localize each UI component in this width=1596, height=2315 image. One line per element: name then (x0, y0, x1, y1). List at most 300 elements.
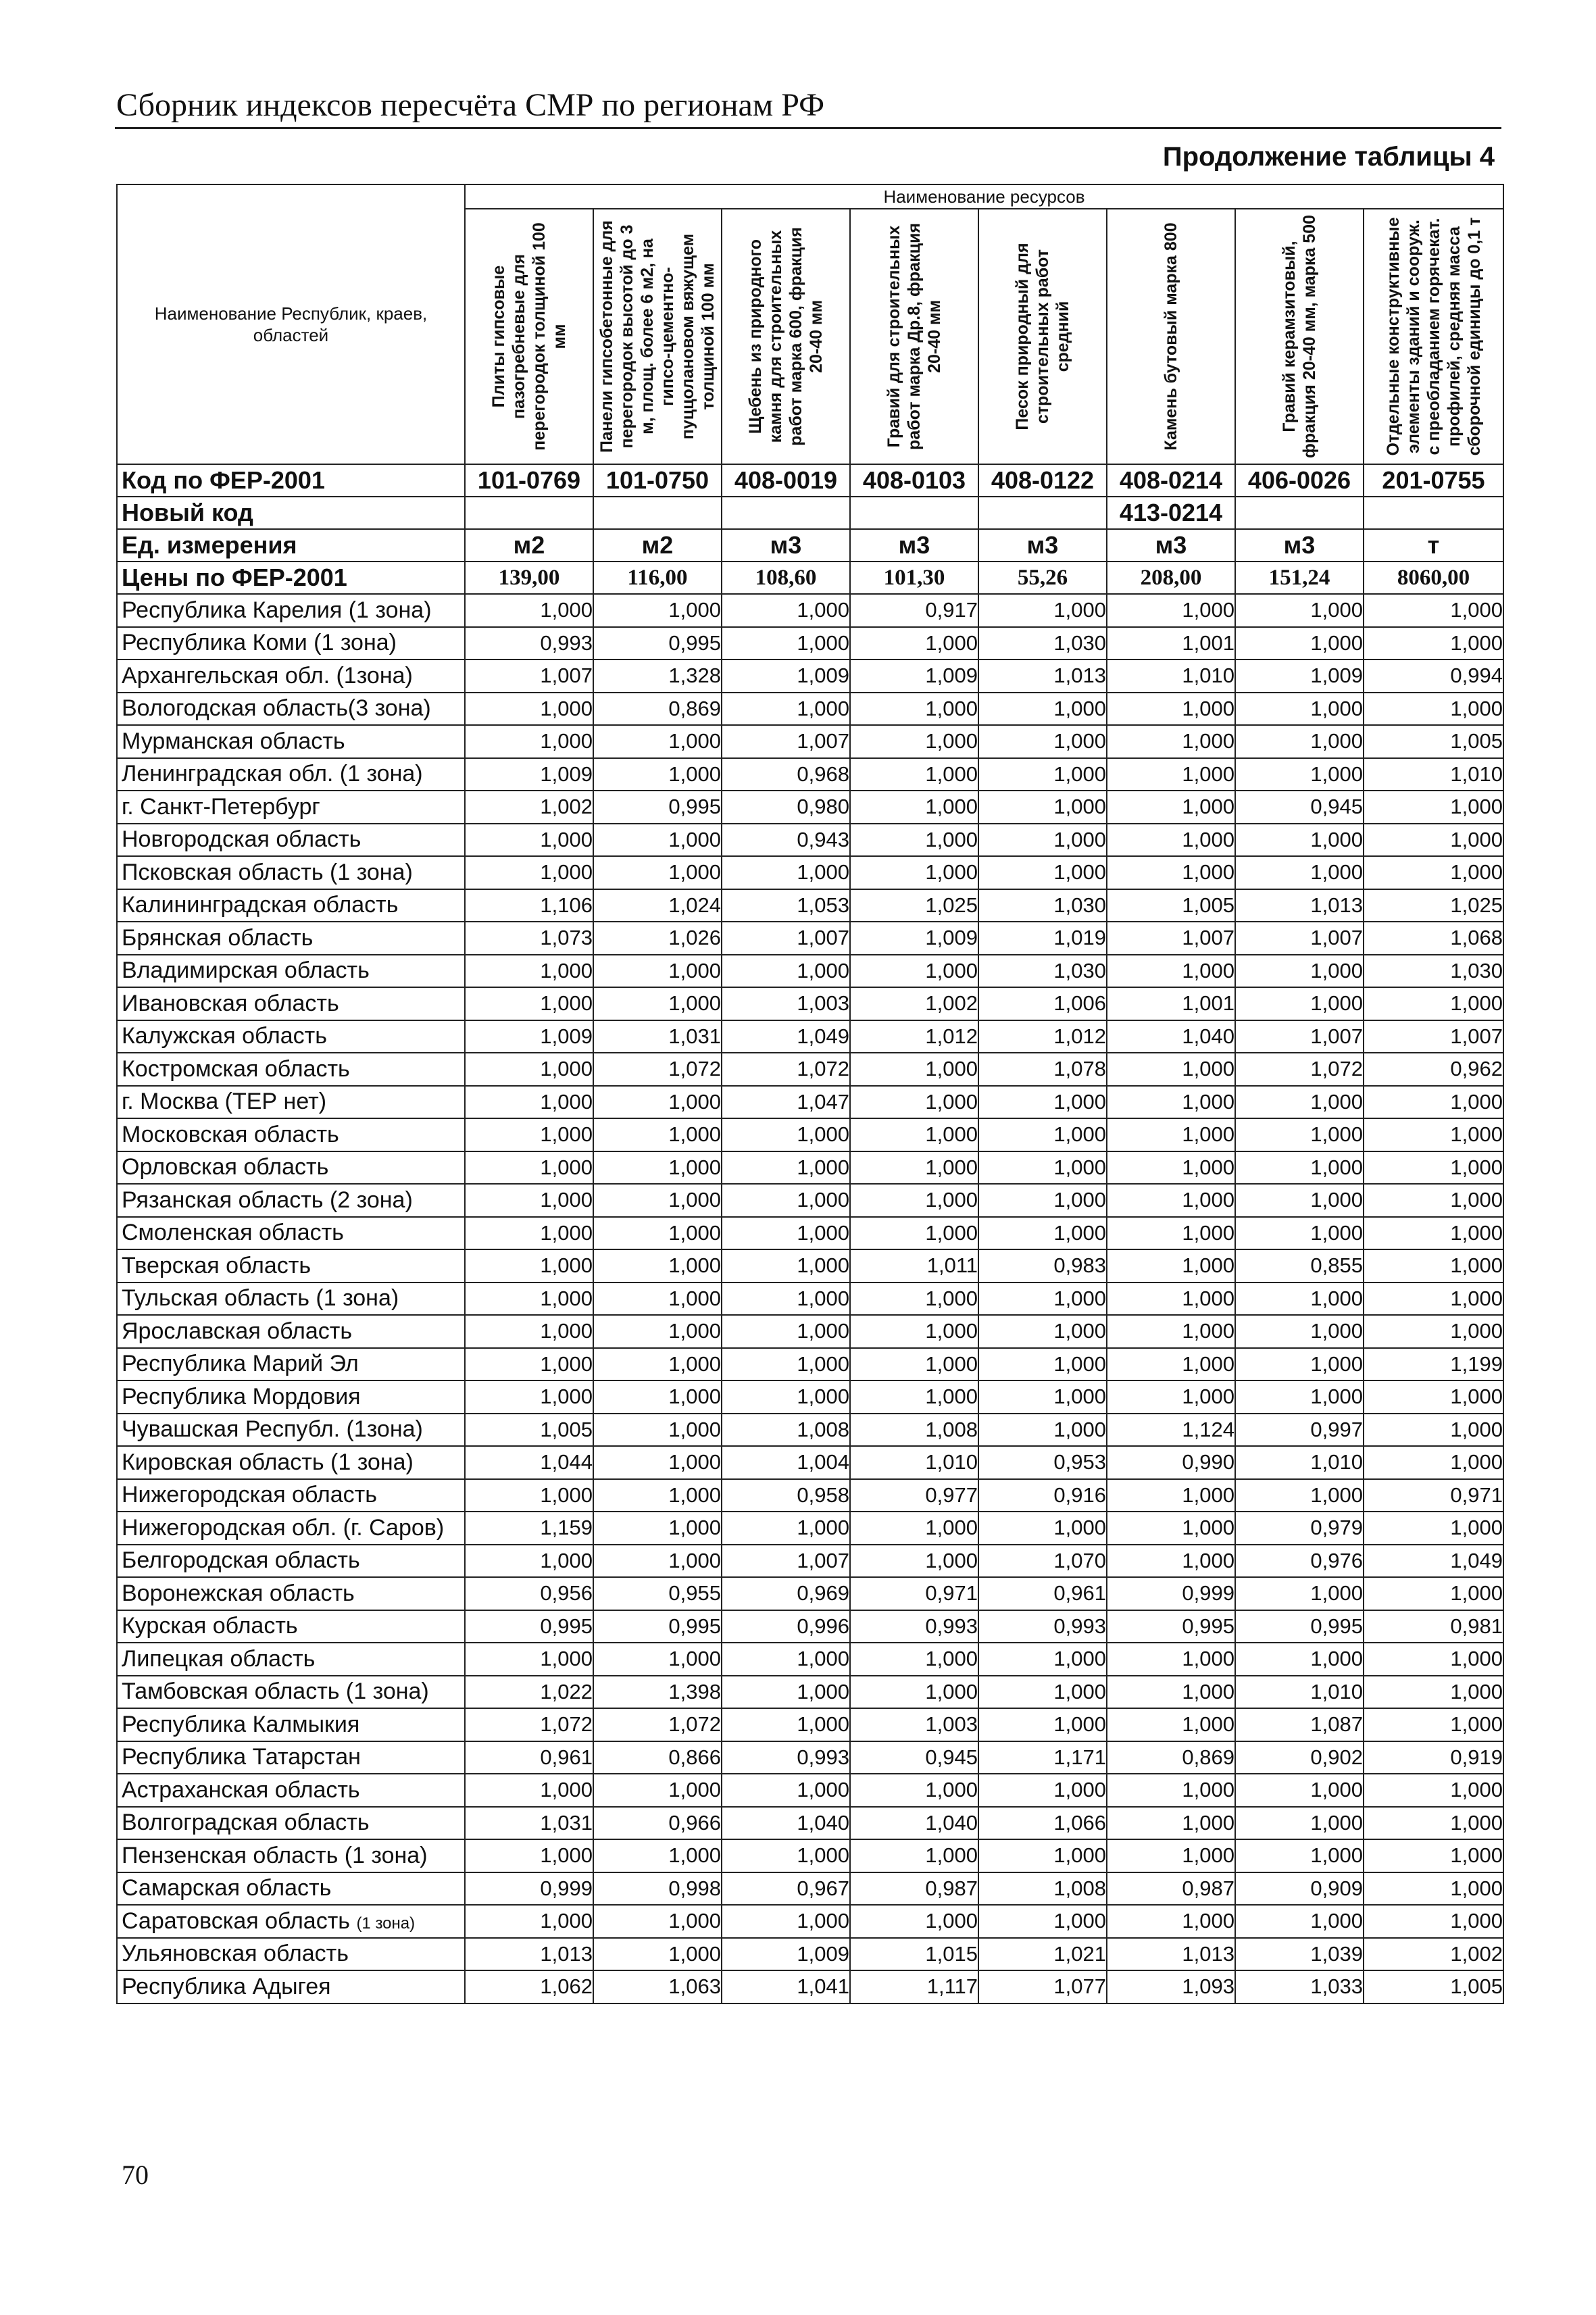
value-cell: 1,000 (1235, 1151, 1364, 1185)
value-cell: 1,000 (1235, 627, 1364, 660)
resource-column-header (1364, 209, 1503, 464)
value-cell: 55,26 (978, 562, 1107, 594)
value-cell: 1,000 (1364, 693, 1503, 726)
value-cell: 1,000 (1235, 1839, 1364, 1872)
value-cell: 1,000 (978, 1348, 1107, 1381)
value-cell: 1,000 (850, 1151, 978, 1185)
resource-column-label: Камень бутовый марка 800 (1162, 222, 1180, 451)
value-cell: 1,000 (850, 856, 978, 889)
value-cell: 0,943 (722, 824, 850, 857)
row-label: г. Санкт-Петербург (117, 791, 465, 824)
value-cell: 0,981 (1364, 1610, 1503, 1643)
value-cell: 0,953 (978, 1446, 1107, 1479)
value-cell: 108,60 (722, 562, 850, 594)
value-cell: 0,967 (722, 1872, 850, 1906)
value-cell: 1,044 (465, 1446, 593, 1479)
value-cell: 1,000 (722, 1118, 850, 1151)
value-cell: 1,007 (1107, 922, 1235, 955)
value-cell: 1,000 (850, 1545, 978, 1578)
resource-column-label: Щебень из природного камня для строительных работ марка 600, фракция 20-40 мм (746, 227, 826, 446)
value-cell: 0,990 (1107, 1446, 1235, 1479)
region-row (117, 1938, 1503, 1971)
value-cell: 1,000 (1107, 1512, 1235, 1545)
value-cell: 0,917 (850, 594, 978, 627)
value-cell: 1,000 (722, 1643, 850, 1676)
value-cell: 1,000 (978, 725, 1107, 758)
value-cell: 1,000 (1235, 1774, 1364, 1807)
row-label: Вологодская область(3 зона) (117, 693, 465, 726)
value-cell: 1,000 (593, 1118, 722, 1151)
value-cell: 1,106 (465, 889, 593, 922)
value-cell: 1,000 (722, 1151, 850, 1185)
meta-row (117, 464, 1503, 497)
value-cell: м2 (593, 529, 722, 562)
value-cell: 0,987 (1107, 1872, 1235, 1906)
value-cell: 0,969 (722, 1577, 850, 1610)
region-row (117, 1643, 1503, 1676)
value-cell: 0,993 (978, 1610, 1107, 1643)
value-cell: 0,977 (850, 1479, 978, 1512)
value-cell: 0,869 (593, 693, 722, 726)
value-cell: 1,008 (978, 1872, 1107, 1906)
value-cell: 1,000 (1107, 1905, 1235, 1938)
row-label: Республика Татарстан (117, 1741, 465, 1774)
value-cell: 1,009 (465, 758, 593, 791)
region-row (117, 824, 1503, 857)
value-cell: 1,328 (593, 659, 722, 693)
value-cell: 1,072 (593, 1053, 722, 1086)
value-cell: 1,004 (722, 1446, 850, 1479)
value-cell: 408-0103 (850, 464, 978, 497)
value-cell: 1,000 (593, 1479, 722, 1512)
value-cell: 1,000 (722, 1315, 850, 1348)
value-cell: 1,000 (850, 1774, 978, 1807)
value-cell: 1,000 (465, 1348, 593, 1381)
value-cell: 1,000 (1107, 1249, 1235, 1283)
region-row (117, 1905, 1503, 1938)
resource-column-label: Панели гипсобетонные для перегородок высотой до 3 м, площ. более 6 м2, на гипсо-цементно-пуццолановом вяжущем толщиной 100 мм (597, 220, 718, 453)
value-cell: 1,000 (1235, 955, 1364, 988)
value-cell: 1,063 (593, 1970, 722, 2003)
value-cell: 1,000 (1364, 1414, 1503, 1447)
value-cell: 1,000 (593, 1905, 722, 1938)
row-label: Калининградская область (117, 889, 465, 922)
value-cell: 1,072 (1235, 1053, 1364, 1086)
value-cell: 1,002 (1364, 1938, 1503, 1971)
value-cell: 1,040 (850, 1807, 978, 1840)
value-cell: 116,00 (593, 562, 722, 594)
value-cell: 1,087 (1235, 1708, 1364, 1741)
value-cell: 1,000 (1107, 856, 1235, 889)
value-cell: 1,078 (978, 1053, 1107, 1086)
value-cell: 1,000 (1107, 1348, 1235, 1381)
value-cell: 0,919 (1364, 1741, 1503, 1774)
value-cell: 0,995 (1107, 1610, 1235, 1643)
value-cell: т (1364, 529, 1503, 562)
region-row (117, 889, 1503, 922)
value-cell: 408-0019 (722, 464, 850, 497)
value-cell: 1,000 (593, 1512, 722, 1545)
value-cell: 1,000 (1107, 1283, 1235, 1316)
value-cell: 0,909 (1235, 1872, 1364, 1906)
value-cell: 1,012 (978, 1020, 1107, 1053)
row-label: Тульская область (1 зона) (117, 1283, 465, 1316)
value-cell: 1,000 (1235, 1905, 1364, 1938)
value-cell: 1,007 (465, 659, 593, 693)
resource-column-header (1235, 209, 1364, 464)
value-cell: 0,979 (1235, 1512, 1364, 1545)
value-cell: 1,002 (850, 987, 978, 1020)
value-cell: 1,000 (722, 627, 850, 660)
value-cell: 1,117 (850, 1970, 978, 2003)
value-cell: м3 (850, 529, 978, 562)
value-cell: 0,995 (593, 791, 722, 824)
value-cell: 1,000 (1107, 1086, 1235, 1119)
value-cell: 1,000 (722, 1249, 850, 1283)
value-cell: 1,062 (465, 1970, 593, 2003)
row-label: Республика Адыгея (117, 1970, 465, 2003)
value-cell: 1,000 (722, 1676, 850, 1709)
value-cell: 0,945 (850, 1741, 978, 1774)
value-cell: 208,00 (1107, 562, 1235, 594)
value-cell: 1,009 (465, 1020, 593, 1053)
value-cell: 201-0755 (1364, 464, 1503, 497)
value-cell: 1,000 (1235, 1184, 1364, 1217)
region-row (117, 955, 1503, 988)
value-cell: 1,000 (593, 1315, 722, 1348)
resource-column-label: Плиты гипсовые пазогребневые для перегородок толщиной 100 мм (489, 222, 569, 451)
meta-row (117, 497, 1503, 529)
resource-column-header (593, 209, 722, 464)
value-cell: 1,000 (1235, 1086, 1364, 1119)
value-cell: 1,000 (722, 1905, 850, 1938)
value-cell: 8060,00 (1364, 562, 1503, 594)
value-cell: 1,000 (1107, 791, 1235, 824)
value-cell (593, 497, 722, 529)
value-cell: 1,000 (593, 1217, 722, 1250)
value-cell: 1,000 (465, 1053, 593, 1086)
value-cell: 1,049 (722, 1020, 850, 1053)
value-cell: 0,958 (722, 1479, 850, 1512)
value-cell: 1,011 (850, 1249, 978, 1283)
value-cell: 1,398 (593, 1676, 722, 1709)
row-label: Смоленская область (117, 1217, 465, 1250)
value-cell: 1,024 (593, 889, 722, 922)
value-cell: 1,039 (1235, 1938, 1364, 1971)
value-cell: 1,000 (1235, 725, 1364, 758)
region-row (117, 594, 1503, 627)
value-cell: 1,000 (978, 1184, 1107, 1217)
value-cell: 1,000 (722, 1774, 850, 1807)
value-cell: 1,000 (1107, 1839, 1235, 1872)
value-cell: 1,000 (850, 627, 978, 660)
value-cell: 1,000 (978, 594, 1107, 627)
value-cell: 1,000 (465, 1249, 593, 1283)
value-cell: 1,031 (465, 1807, 593, 1840)
region-column-header: Наименование Республик, краев, областей (117, 184, 465, 464)
value-cell: 1,171 (978, 1741, 1107, 1774)
row-label: Ульяновская область (117, 1938, 465, 1971)
row-label: Республика Карелия (1 зона) (117, 594, 465, 627)
value-cell: 1,000 (465, 1774, 593, 1807)
value-cell: 1,013 (978, 659, 1107, 693)
value-cell: 1,053 (722, 889, 850, 922)
value-cell: 0,971 (1364, 1479, 1503, 1512)
value-cell: 1,000 (465, 725, 593, 758)
value-cell: 1,000 (850, 824, 978, 857)
value-cell: 0,976 (1235, 1545, 1364, 1578)
region-row (117, 922, 1503, 955)
region-row (117, 1283, 1503, 1316)
value-cell: 1,007 (722, 1545, 850, 1578)
value-cell: 1,000 (593, 725, 722, 758)
row-label: Республика Марий Эл (117, 1348, 465, 1381)
value-cell: м2 (465, 529, 593, 562)
value-cell: 1,000 (850, 1905, 978, 1938)
regional-index-table (116, 184, 1504, 2004)
region-row (117, 627, 1503, 660)
value-cell: 1,000 (465, 1086, 593, 1119)
value-cell: 1,009 (722, 1938, 850, 1971)
value-cell: 1,000 (1364, 1446, 1503, 1479)
value-cell: 1,000 (593, 1414, 722, 1447)
value-cell: 1,000 (850, 1348, 978, 1381)
value-cell: 1,000 (978, 1643, 1107, 1676)
value-cell: 1,000 (1107, 725, 1235, 758)
row-label: Пензенская область (1 зона) (117, 1839, 465, 1872)
row-label: Ленинградская обл. (1 зона) (117, 758, 465, 791)
row-label: Курская область (117, 1610, 465, 1643)
value-cell: 1,007 (1364, 1020, 1503, 1053)
value-cell: 1,010 (1107, 659, 1235, 693)
value-cell: 1,000 (593, 1249, 722, 1283)
value-cell: 1,000 (1364, 1839, 1503, 1872)
value-cell: 1,000 (465, 824, 593, 857)
row-label: Тверская область (117, 1249, 465, 1283)
value-cell: м3 (722, 529, 850, 562)
value-cell: 1,000 (1235, 1315, 1364, 1348)
region-row (117, 1249, 1503, 1283)
value-cell: 1,000 (465, 1643, 593, 1676)
value-cell: 1,000 (1364, 1643, 1503, 1676)
row-label: Тамбовская область (1 зона) (117, 1676, 465, 1709)
value-cell: 101-0750 (593, 464, 722, 497)
value-cell: 0,993 (850, 1610, 978, 1643)
value-cell: 1,000 (593, 824, 722, 857)
value-cell: 406-0026 (1235, 464, 1364, 497)
value-cell: 1,009 (1235, 659, 1364, 693)
resource-column-header (1107, 209, 1235, 464)
row-label: Ярославская область (117, 1315, 465, 1348)
value-cell: 0,956 (465, 1577, 593, 1610)
value-cell: 1,000 (465, 693, 593, 726)
value-cell: 413-0214 (1107, 497, 1235, 529)
value-cell: 1,000 (978, 1774, 1107, 1807)
region-row (117, 1217, 1503, 1250)
value-cell: 1,000 (850, 1118, 978, 1151)
value-cell: 1,000 (465, 1283, 593, 1316)
value-cell: 1,019 (978, 922, 1107, 955)
resource-column-label: Гравий керамзитовый, фракция 20-40 мм, марка 500 (1280, 214, 1319, 458)
value-cell: 1,073 (465, 922, 593, 955)
value-cell: 0,962 (1364, 1053, 1503, 1086)
value-cell: 1,000 (850, 1512, 978, 1545)
table-continuation-title: Продолжение таблицы 4 (1162, 142, 1495, 172)
value-cell (1364, 497, 1503, 529)
value-cell: 0,996 (722, 1610, 850, 1643)
region-row (117, 1020, 1503, 1053)
value-cell: 1,007 (722, 725, 850, 758)
row-label (117, 1905, 465, 1938)
header-rule (115, 127, 1501, 129)
value-cell: 1,000 (1235, 1348, 1364, 1381)
region-row (117, 1741, 1503, 1774)
region-row (117, 659, 1503, 693)
resource-column-header (465, 209, 593, 464)
value-cell: 1,000 (1235, 1380, 1364, 1414)
value-cell: 1,009 (850, 659, 978, 693)
value-cell: 1,000 (1364, 627, 1503, 660)
row-label: Код по ФЕР-2001 (117, 464, 465, 497)
value-cell: 1,006 (978, 987, 1107, 1020)
value-cell: 1,000 (465, 1905, 593, 1938)
value-cell: 1,000 (1235, 1807, 1364, 1840)
value-cell: 1,000 (722, 1184, 850, 1217)
value-cell: 1,040 (1107, 1020, 1235, 1053)
value-cell: 1,025 (850, 889, 978, 922)
value-cell: 1,000 (1235, 1118, 1364, 1151)
value-cell: 1,000 (1107, 1184, 1235, 1217)
value-cell: 1,000 (1107, 1053, 1235, 1086)
region-row (117, 1577, 1503, 1610)
value-cell (850, 497, 978, 529)
value-cell: 1,000 (722, 693, 850, 726)
value-cell: 1,005 (465, 1414, 593, 1447)
value-cell: 1,000 (465, 1184, 593, 1217)
value-cell: 1,000 (593, 1380, 722, 1414)
value-cell: 0,987 (850, 1872, 978, 1906)
row-label: Рязанская область (2 зона) (117, 1184, 465, 1217)
value-cell: 1,000 (1107, 693, 1235, 726)
row-label: Цены по ФЕР-2001 (117, 562, 465, 594)
region-row (117, 1839, 1503, 1872)
value-cell: 1,000 (1235, 693, 1364, 726)
value-cell: 0,999 (1107, 1577, 1235, 1610)
region-row (117, 1807, 1503, 1840)
value-cell: 0,902 (1235, 1741, 1364, 1774)
value-cell: 1,000 (593, 1348, 722, 1381)
value-cell: 1,026 (593, 922, 722, 955)
value-cell: 1,000 (1235, 1217, 1364, 1250)
row-label: Ивановская область (117, 987, 465, 1020)
row-label: Костромская область (117, 1053, 465, 1086)
value-cell: 0,971 (850, 1577, 978, 1610)
value-cell: 408-0214 (1107, 464, 1235, 497)
region-row (117, 1479, 1503, 1512)
value-cell: 1,000 (850, 1676, 978, 1709)
region-row (117, 1970, 1503, 2003)
value-cell: 1,000 (978, 1151, 1107, 1185)
resource-column-header (850, 209, 978, 464)
region-row (117, 693, 1503, 726)
value-cell: 1,000 (1107, 1708, 1235, 1741)
meta-row (117, 529, 1503, 562)
value-cell: 1,000 (978, 856, 1107, 889)
value-cell: 0,993 (722, 1741, 850, 1774)
value-cell: 1,000 (1364, 856, 1503, 889)
value-cell: 1,009 (722, 659, 850, 693)
region-row (117, 1184, 1503, 1217)
value-cell: 1,000 (1364, 1676, 1503, 1709)
value-cell: 1,000 (1364, 1315, 1503, 1348)
value-cell: 1,000 (1364, 1184, 1503, 1217)
value-cell: 1,000 (465, 1380, 593, 1414)
value-cell: 1,093 (1107, 1970, 1235, 2003)
region-row (117, 1380, 1503, 1414)
value-cell: 0,999 (465, 1872, 593, 1906)
value-cell: 1,000 (593, 856, 722, 889)
row-label: Владимирская область (117, 955, 465, 988)
value-cell: 1,066 (978, 1807, 1107, 1840)
value-cell: 1,000 (1235, 1577, 1364, 1610)
value-cell: 1,000 (978, 1315, 1107, 1348)
value-cell: 1,000 (1235, 594, 1364, 627)
value-cell: 1,000 (1364, 1807, 1503, 1840)
value-cell: 1,072 (593, 1708, 722, 1741)
value-cell: 1,015 (850, 1938, 978, 1971)
value-cell: 1,000 (1107, 1676, 1235, 1709)
value-cell: 1,000 (978, 1708, 1107, 1741)
value-cell: 1,003 (722, 987, 850, 1020)
value-cell: 1,000 (1364, 791, 1503, 824)
value-cell: 1,000 (722, 1283, 850, 1316)
value-cell: 1,007 (722, 922, 850, 955)
value-cell: 1,000 (722, 1839, 850, 1872)
value-cell: 1,000 (593, 987, 722, 1020)
value-cell: 1,000 (465, 955, 593, 988)
value-cell: 1,007 (1235, 1020, 1364, 1053)
value-cell: 1,010 (850, 1446, 978, 1479)
value-cell (978, 497, 1107, 529)
region-row (117, 1610, 1503, 1643)
value-cell: 1,000 (978, 1283, 1107, 1316)
page-number: 70 (122, 2160, 149, 2190)
value-cell: 1,000 (1235, 1283, 1364, 1316)
value-cell: 1,000 (850, 1283, 978, 1316)
value-cell: 0,945 (1235, 791, 1364, 824)
value-cell (465, 497, 593, 529)
value-cell: 1,005 (1107, 889, 1235, 922)
region-row (117, 758, 1503, 791)
value-cell: 0,869 (1107, 1741, 1235, 1774)
value-cell: 1,000 (465, 1839, 593, 1872)
value-cell: 0,997 (1235, 1414, 1364, 1447)
row-label: Новый код (117, 497, 465, 529)
value-cell: 1,000 (722, 1708, 850, 1741)
value-cell: 1,000 (1364, 987, 1503, 1020)
row-label: Республика Калмыкия (117, 1708, 465, 1741)
value-cell: 1,000 (465, 1479, 593, 1512)
value-cell: 1,000 (722, 856, 850, 889)
row-label: Кировская область (1 зона) (117, 1446, 465, 1479)
value-cell: 0,855 (1235, 1249, 1364, 1283)
row-label: Архангельская обл. (1зона) (117, 659, 465, 693)
value-cell: 1,000 (1364, 1512, 1503, 1545)
value-cell: 1,000 (1364, 1905, 1503, 1938)
value-cell: 1,000 (1235, 856, 1364, 889)
row-label: Ед. измерения (117, 529, 465, 562)
region-row (117, 1872, 1503, 1906)
